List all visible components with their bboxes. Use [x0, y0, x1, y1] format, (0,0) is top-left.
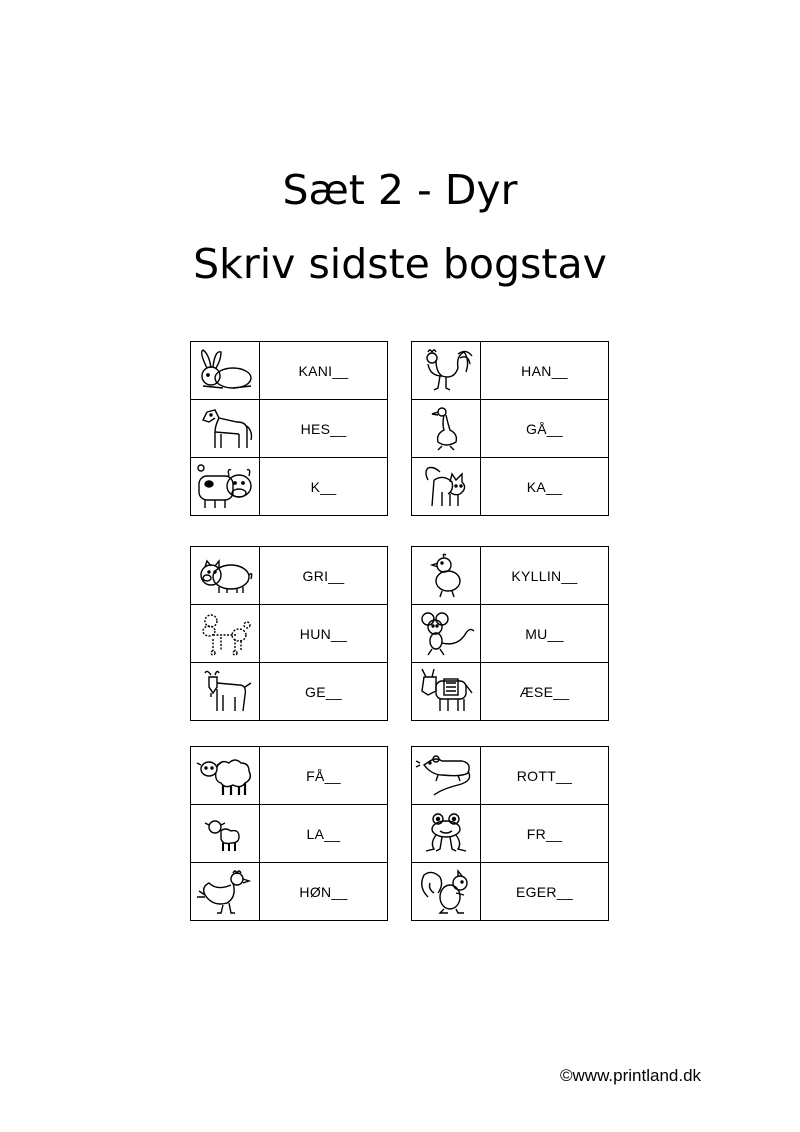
chick-icon — [412, 547, 481, 605]
word-card-6 — [411, 746, 609, 921]
word-card-3 — [190, 546, 388, 721]
table-row — [412, 547, 609, 605]
table-row — [412, 805, 609, 863]
word-cell: LA__ — [260, 805, 388, 863]
table-row — [191, 747, 388, 805]
poodle-icon — [191, 605, 260, 663]
word-cell: ÆSE__ — [481, 663, 609, 721]
table-row — [412, 605, 609, 663]
table-row — [191, 605, 388, 663]
word-cell: MU__ — [481, 605, 609, 663]
table-row — [412, 342, 609, 400]
rat-icon — [412, 747, 481, 805]
horse-icon — [191, 400, 260, 458]
lamb-icon — [191, 805, 260, 863]
goat-icon — [191, 663, 260, 721]
word-cell: HØN__ — [260, 863, 388, 921]
page-title: Sæt 2 - Dyr — [282, 166, 518, 214]
word-cell: GRI__ — [260, 547, 388, 605]
word-cell: HUN__ — [260, 605, 388, 663]
word-cell: ROTT__ — [481, 747, 609, 805]
hen-icon — [191, 863, 260, 921]
table-row — [191, 663, 388, 721]
table-row — [412, 400, 609, 458]
table-row — [412, 663, 609, 721]
table-row — [412, 863, 609, 921]
word-card-5 — [190, 746, 388, 921]
table-row — [191, 805, 388, 863]
pig-icon — [191, 547, 260, 605]
mouse-icon — [412, 605, 481, 663]
table-row — [191, 863, 388, 921]
frog-icon — [412, 805, 481, 863]
word-card-4 — [411, 546, 609, 721]
word-cell: KYLLIN__ — [481, 547, 609, 605]
word-cell: K__ — [260, 458, 388, 516]
word-cell: HAN__ — [481, 342, 609, 400]
table-row — [191, 342, 388, 400]
table-row — [191, 458, 388, 516]
word-card-2 — [411, 341, 609, 516]
table-row — [191, 400, 388, 458]
copyright-footer: ©www.printland.dk — [560, 1066, 702, 1085]
cow-icon — [191, 458, 260, 516]
page-subtitle: Skriv sidste bogstav — [193, 240, 607, 288]
squirrel-icon — [412, 863, 481, 921]
donkey-icon — [412, 663, 481, 721]
word-cell: FÅ__ — [260, 747, 388, 805]
word-card-1 — [190, 341, 388, 516]
table-row — [191, 547, 388, 605]
word-cell: GÅ__ — [481, 400, 609, 458]
table-row — [412, 747, 609, 805]
word-cell: HES__ — [260, 400, 388, 458]
word-cell: KA__ — [481, 458, 609, 516]
word-cell: FR__ — [481, 805, 609, 863]
word-cell: KANI__ — [260, 342, 388, 400]
rooster-icon — [412, 342, 481, 400]
word-cell: GE__ — [260, 663, 388, 721]
table-row — [412, 458, 609, 516]
cat-icon — [412, 458, 481, 516]
word-cell: EGER__ — [481, 863, 609, 921]
rabbit-icon — [191, 342, 260, 400]
goose-icon — [412, 400, 481, 458]
sheep-icon — [191, 747, 260, 805]
